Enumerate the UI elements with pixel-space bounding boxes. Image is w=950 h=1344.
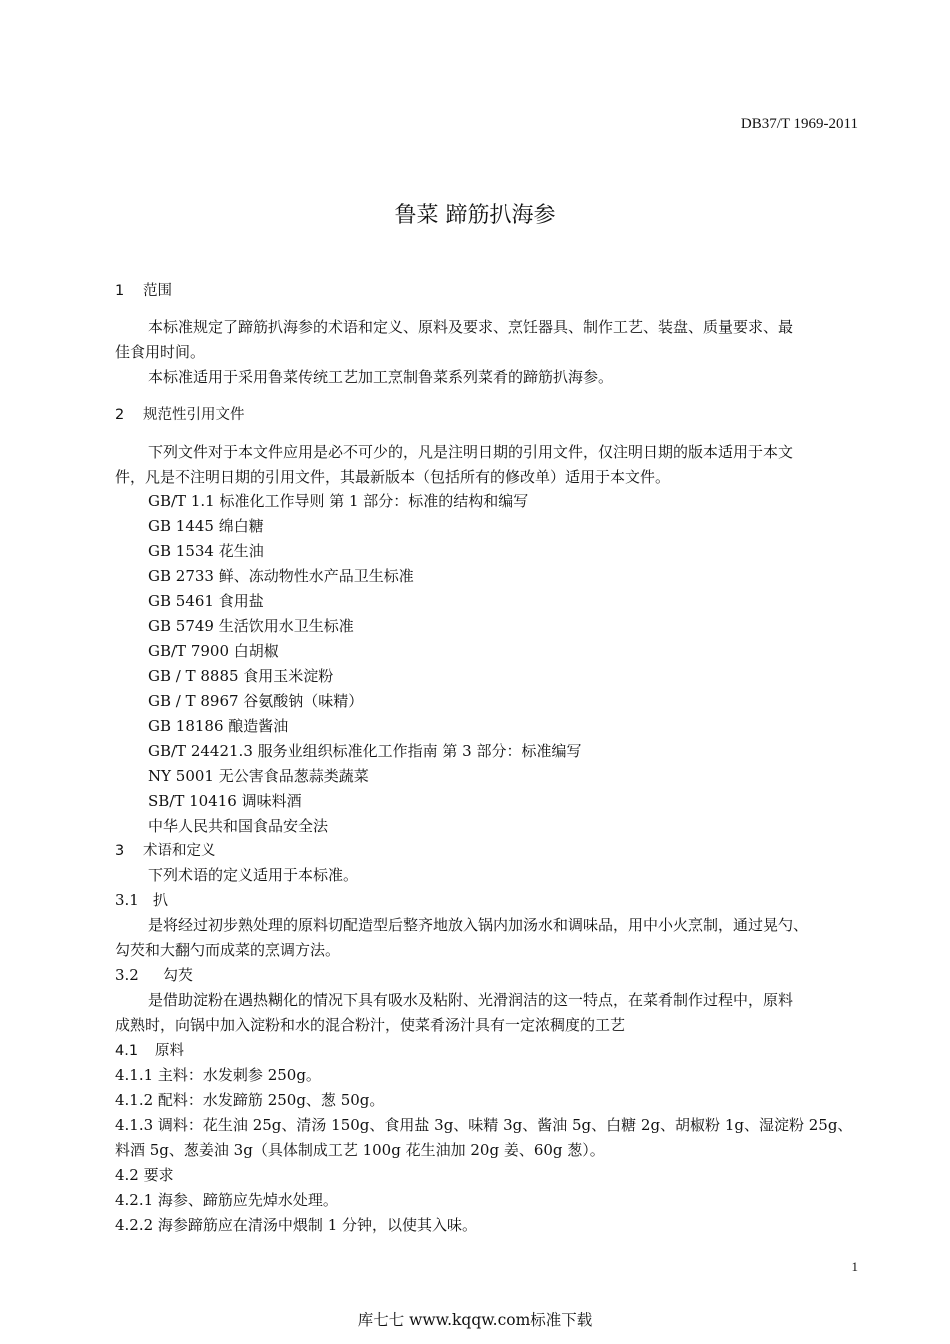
- term-3-2-number: 3.2: [115, 966, 139, 984]
- section-4-1-title: 原料: [155, 1043, 184, 1059]
- section-1-para-1-cont: 佳食用时间。: [115, 343, 206, 361]
- section-3-number: 3: [115, 843, 125, 859]
- section-2-para-1: 下列文件对于本文件应用是必不可少的，凡是注明日期的引用文件，仅注明日期的版本适用于本文: [148, 443, 794, 461]
- section-1-para-1: 本标准规定了蹄筋扒海参的术语和定义、原料及要求、烹饪器具、制作工艺、装盘、质量要求、最: [148, 318, 794, 336]
- standard-code: DB37/T 1969-2011: [740, 116, 858, 132]
- item-4-1-1: 4.1.1 主料：水发刺参 250g。: [115, 1066, 321, 1084]
- item-4-1-3: 4.1.3 调料：花生油 25g、清汤 150g、食用盐 3g、味精 3g、酱油 5g、白糖 2g、胡椒粉 1g、湿淀粉 25g、: [115, 1116, 853, 1134]
- item-4-1-2: 4.1.2 配料：水发蹄筋 250g、葱 50g。: [115, 1091, 385, 1109]
- page-number: 1: [851, 1259, 858, 1274]
- item-4-2-1: 4.2.1 海参、蹄筋应先焯水处理。: [115, 1191, 338, 1209]
- section-2-number: 2: [115, 407, 125, 423]
- footer-watermark: 库七七 www.kqqw.com标准下载: [357, 1311, 593, 1329]
- term-3-1-term: 扒: [153, 891, 169, 909]
- reference-item: GB/T 1.1 标准化工作导则 第 1 部分：标准的结构和编写: [148, 492, 529, 510]
- reference-item: 中华人民共和国食品安全法: [148, 817, 329, 835]
- term-3-1-number: 3.1: [115, 891, 139, 909]
- section-3-title: 术语和定义: [143, 843, 216, 859]
- section-1-heading: [115, 279, 172, 300]
- section-2-para-1-cont: 件，凡是不注明日期的引用文件，其最新版本（包括所有的修改单）适用于本文件。: [115, 468, 671, 486]
- reference-item: GB/T 7900 白胡椒: [148, 642, 279, 660]
- reference-item: NY 5001 无公害食品葱蒜类蔬菜: [148, 767, 369, 785]
- reference-item: GB / T 8885 食用玉米淀粉: [148, 667, 334, 685]
- section-1-title: 范围: [143, 283, 172, 299]
- reference-item: GB 18186 酿造酱油: [148, 717, 289, 735]
- term-3-1-definition-cont: 勾芡和大翻勺而成菜的烹调方法。: [115, 941, 341, 959]
- section-4-1-heading: [115, 1039, 184, 1060]
- term-3-1-definition: 是将经过初步熟处理的原料切配造型后整齐地放入锅内加汤水和调味品，用中小火烹制，通过晃勺、: [148, 916, 809, 934]
- reference-item: GB 1445 绵白糖: [148, 517, 264, 535]
- reference-item: GB / T 8967 谷氨酸钠（味精）: [148, 692, 364, 710]
- section-3-heading: [115, 839, 216, 860]
- section-4-1-number: 4.1: [115, 1043, 139, 1059]
- term-3-2-heading: [115, 964, 193, 985]
- term-3-2-definition: 是借助淀粉在遇热糊化的情况下具有吸水及粘附、光滑润洁的这一特点，在菜肴制作过程中，原料: [148, 991, 794, 1009]
- section-1-number: 1: [115, 283, 125, 299]
- item-4-1-3-cont: 料酒 5g、葱姜油 3g（具体制成工艺 100g 花生油加 20g 姜、60g 葱）。: [115, 1141, 605, 1159]
- reference-item: GB/T 24421.3 服务业组织标准化工作指南 第 3 部分：标准编写: [148, 742, 582, 760]
- reference-item: GB 5461 食用盐: [148, 592, 264, 610]
- section-2-title: 规范性引用文件: [143, 407, 245, 423]
- term-3-2-definition-cont: 成熟时，向锅中加入淀粉和水的混合粉汁，使菜肴汤汁具有一定浓稠度的工艺: [115, 1016, 626, 1034]
- section-3-intro: 下列术语的定义适用于本标准。: [148, 866, 359, 884]
- document-title: 鲁菜 蹄筋扒海参: [394, 203, 556, 228]
- item-4-2-2: 4.2.2 海参蹄筋应在清汤中煨制 1 分钟，以使其入味。: [115, 1216, 478, 1234]
- reference-item: SB/T 10416 调味料酒: [148, 792, 302, 810]
- section-2-heading: [115, 403, 245, 424]
- reference-item: GB 5749 生活饮用水卫生标准: [148, 617, 354, 635]
- term-3-2-term: 勾芡: [163, 966, 194, 984]
- reference-item: GB 2733 鲜、冻动物性水产品卫生标准: [148, 567, 414, 585]
- section-4-2-heading: 4.2 要求: [115, 1166, 174, 1184]
- reference-item: GB 1534 花生油: [148, 542, 264, 560]
- term-3-1-heading: [115, 889, 168, 910]
- section-1-para-2: 本标准适用于采用鲁菜传统工艺加工烹制鲁菜系列菜肴的蹄筋扒海参。: [148, 368, 614, 386]
